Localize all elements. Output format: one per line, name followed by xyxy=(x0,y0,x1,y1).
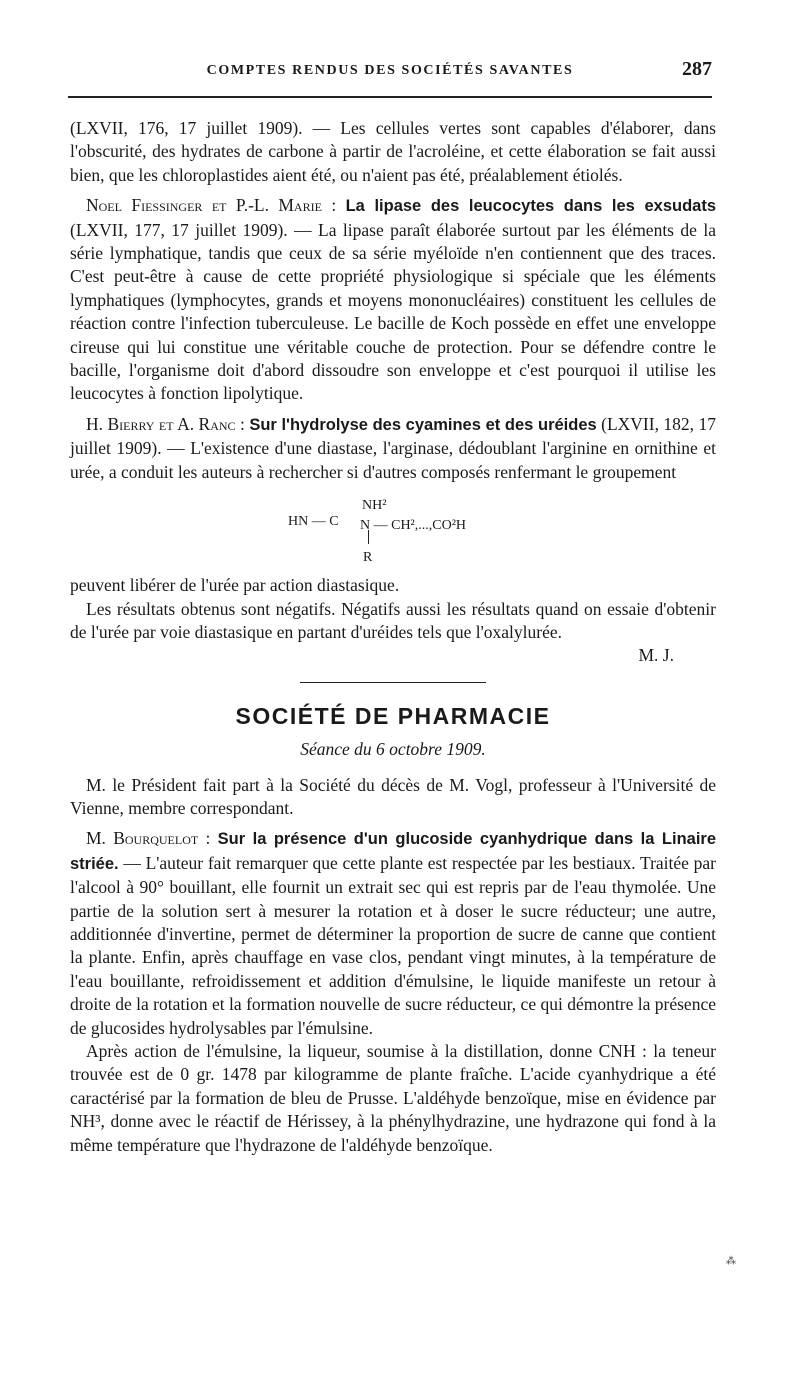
paragraph-hydrolyse xyxy=(70,413,716,484)
paragraph-lipase xyxy=(70,194,716,406)
formula-r: R xyxy=(363,550,373,566)
paragraph-title: Sur l'hydrolyse des cyamines et des uréides xyxy=(249,415,597,434)
header-rule xyxy=(68,96,712,98)
chemical-formula xyxy=(70,488,716,572)
paragraph-president: M. le Président fait part à la Société du décès de M. Vogl, professeur à l'Université de Vienne, membre correspondant. xyxy=(70,774,716,818)
paragraph-title: La lipase des leucocytes dans les exsudats xyxy=(345,197,717,216)
page-header xyxy=(68,58,712,88)
section-title: SOCIÉTÉ DE PHARMACIE xyxy=(235,702,551,729)
formula-mid: N — CH²,...,CO²H xyxy=(360,518,467,534)
formula-bond xyxy=(368,530,369,544)
section-rule xyxy=(300,682,486,683)
formula-left: HN — C xyxy=(288,514,339,530)
paragraph-acroleine: (LXVII, 176, 17 juillet 1909). — Les cellules vertes sont capables d'élaborer, dans l'obscurité, des hydrates de carbone à partir de l'acroléine, et cette élaboration se fait aussi bien, que les chloroplastides aient été, ou n'aient pas été, préalablement étiolés. xyxy=(70,118,716,185)
paragraph-resultats: Les résultats obtenus sont négatifs. Négatifs aussi les résultats quand on essaie d'obtenir de l'urée par voie diastasique en partant d'uréides tels que l'oxalylurée. xyxy=(70,598,716,642)
paragraph-text: (LXVII, 177, 17 juillet 1909). — La lipase paraît élaborée surtout par les éléments de la série lymphatique, tandis que ceux de sa série myéloïde n'en contiennent que des traces. C'est peut-être à cause de cette propriété physiologique si spéciale que les éléments lymphatiques (lymphocytes, grands et moyens mononucléaires) constituent les cellules de réaction contre l'infection tuberculeuse. Le bacille de Koch possède en effet une enveloppe cireuse qui lui constitue une véritable couche de protection. Pour se défendre contre le bacille, l'organisme doit d'abord dissoudre son enveloppe et c'est pourquoi il utilise les leucocytes à fonction lipolytique. xyxy=(70,219,716,404)
text-column xyxy=(70,117,716,1157)
seance-date: Séance du 6 octobre 1909. xyxy=(300,739,486,760)
ink-mark-icon: ⁂ xyxy=(726,1256,736,1267)
paragraph-text: (LXVII, 182, 17 juillet 1909). — L'existence d'une diastase, l'arginase, dédoublant l'arginine en ornithine et urée, a conduit les auteurs à rechercher si d'autres composés renfermant le groupement xyxy=(70,413,716,482)
paragraph-distillation: Après action de l'émulsine, la liqueur, soumise à la distillation, donne CNH : la teneur trouvée est de 0 gr. 1478 par kilogramme de plante fraîche. L'acide cyanhydrique a été caractérisé par la formation de bleu de Prusse. L'aldéhyde benzoïque, mise en évidence par NH³, donne avec le réactif de Hérissey, à la phénylhydrazine, une hydrazone qui fond à la même température que l'hydrazone de l'aldéhyde benzoïque. xyxy=(70,1041,716,1155)
paragraph-liberer: peuvent libérer de l'urée par action diastasique. xyxy=(70,575,400,596)
paragraph-authors: H. Bierry et A. Ranc : xyxy=(86,413,245,434)
signature: M. J. xyxy=(638,645,674,666)
paragraph-glucoside xyxy=(70,827,716,1040)
page-number: 287 xyxy=(682,58,712,80)
paragraph-title: Sur la présence d'un glucoside cyanhydrique dans la Linaire striée. xyxy=(70,830,717,873)
signature-row xyxy=(70,644,716,667)
paragraph-authors: M. Bourquelot : xyxy=(86,828,211,849)
paragraph-text: — L'auteur fait remarquer que cette plante est respectée par les bestiaux. Traitée par l'alcool à 90° bouillant, elle fournit un extrait sec qui est repris par de l'eau thymolée. Une partie de la solution sert à mesurer la rotation et à doser le sucre réducteur; une autre, additionnée d'invertine, permet de déterminer la proportion de sucre de canne que contient la plante. Enfin, après chauffage en vase clos, pendant vingt minutes, à la température de l'eau bouillante, refroidissement et addition d'émulsine, le liquide manifeste un retour à droite de la rotation et la formation nouvelle de sucre réducteur, ce qui démontre la présence de glucosides hydrolysables par l'émulsine. xyxy=(70,852,716,1038)
formula-top: NH² xyxy=(362,498,387,514)
paragraph-authors: Noel Fiessinger et P.-L. Marie : xyxy=(86,195,337,216)
running-title: COMPTES RENDUS DES SOCIÉTÉS SAVANTES xyxy=(206,63,574,78)
